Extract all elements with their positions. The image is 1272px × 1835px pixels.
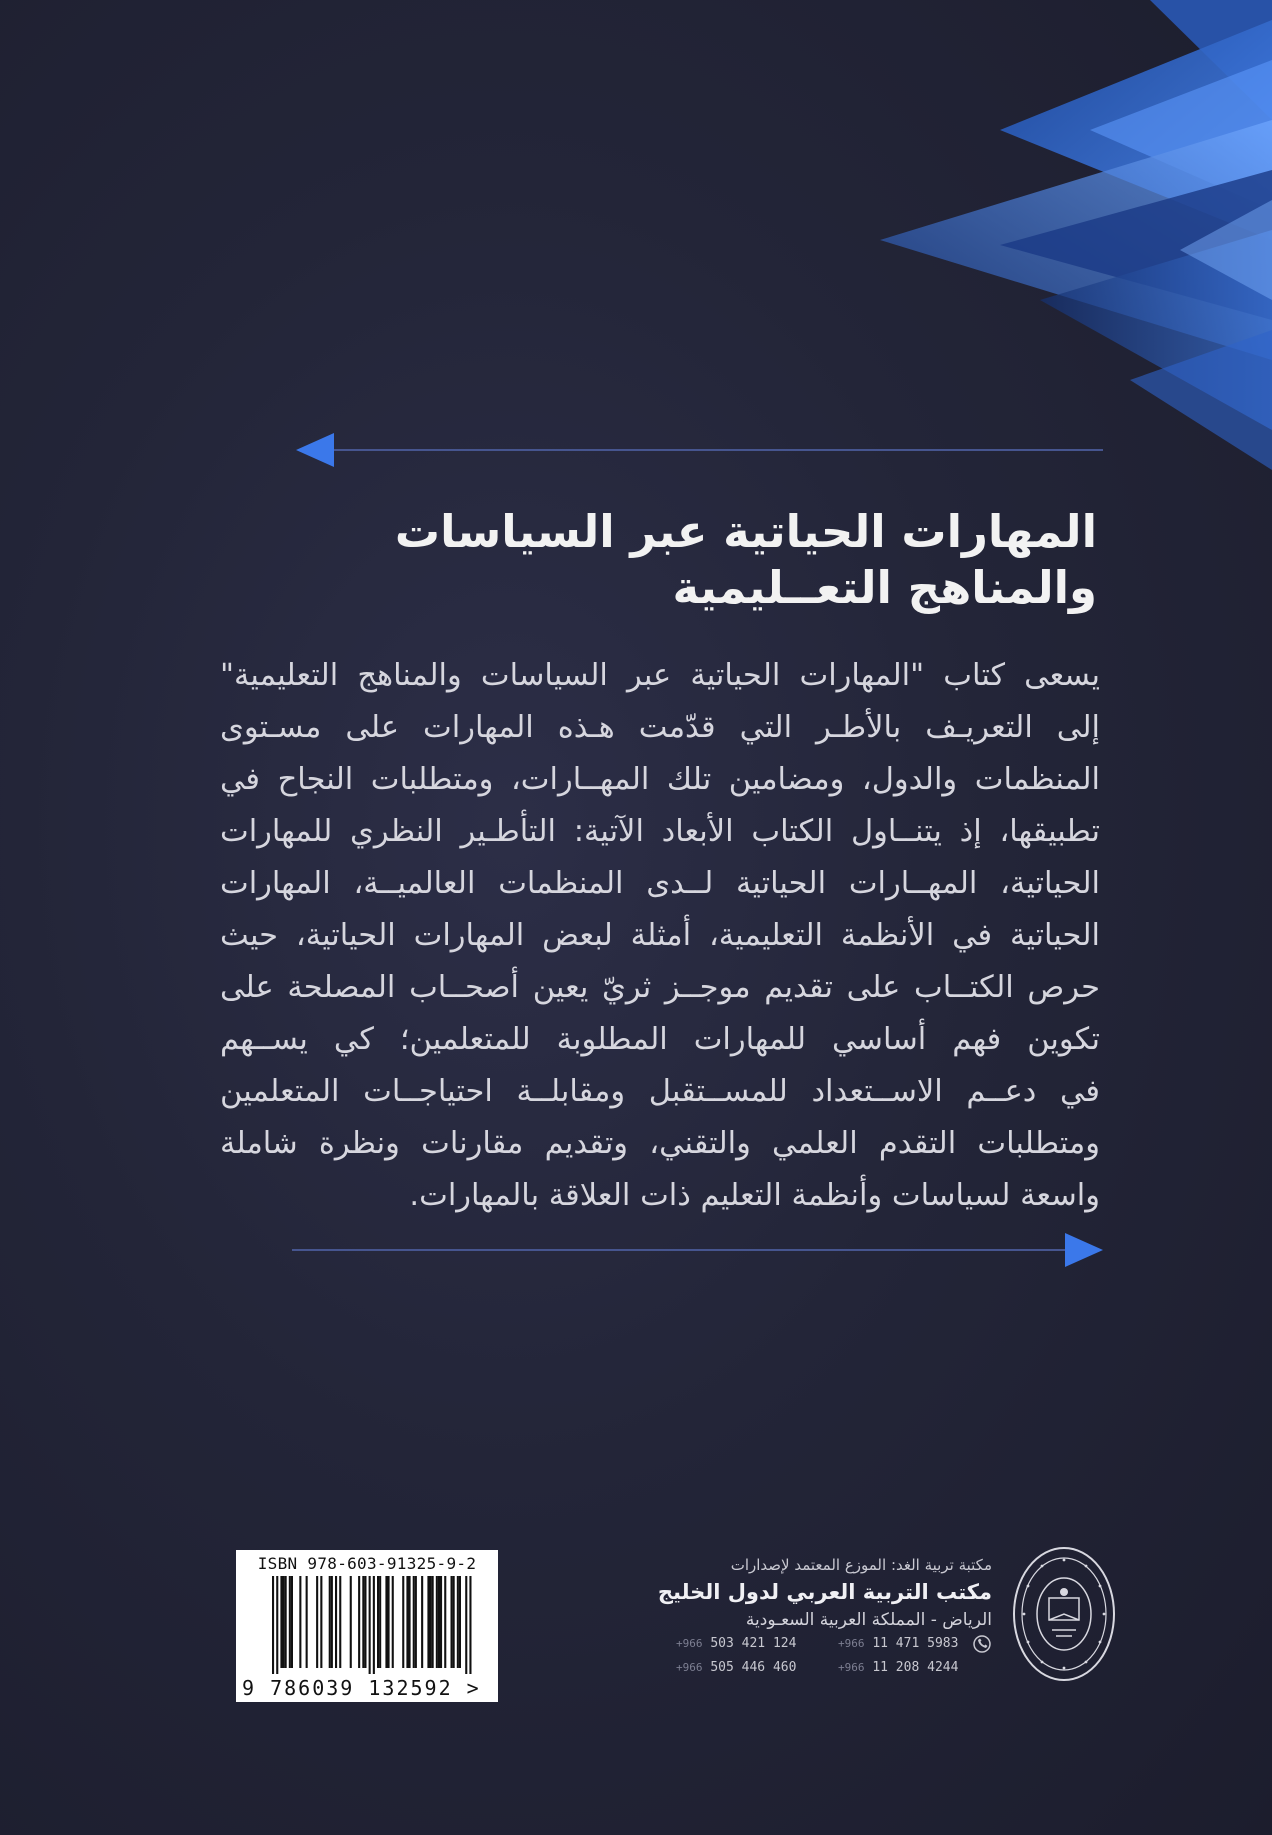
- description-line: واسعة لسياسات وأنظمة التعليم ذات العلاقة بالمهارات.: [409, 1178, 1100, 1213]
- barcode-bar: [440, 1576, 442, 1668]
- barcode-bars: [260, 1576, 474, 1674]
- barcode-bar: [413, 1576, 415, 1668]
- barcode-bar: [320, 1576, 322, 1668]
- phone-number: +966 503 421 124: [676, 1636, 797, 1651]
- barcode-bar: [459, 1576, 461, 1668]
- phone-number: +966 11 208 4244: [838, 1660, 959, 1675]
- barcode-bar: [388, 1576, 390, 1668]
- book-title-line-1: المهارات الحياتية عبر السياسات: [394, 505, 1097, 558]
- barcode-bar: [392, 1576, 394, 1668]
- publisher-location: الرياض - المملكة العربية السعـودية: [745, 1610, 992, 1630]
- description-line: تطبيقها، إذ يتنــاول الكتاب الأبعاد الآتية: التأطـير النظري للمهارات: [220, 814, 1100, 849]
- barcode-bar: [306, 1576, 308, 1668]
- publisher-seal-icon: [1012, 1546, 1116, 1682]
- description-line: تكوين فهم أساسي للمهارات المطلوبة للمتعلمين؛ كي يســهم: [220, 1022, 1100, 1057]
- barcode-bar: [421, 1576, 423, 1668]
- barcode-bar: [415, 1576, 417, 1668]
- description-line: ومتطلبات التقدم العلمي والتقني، وتقديم مقارنات ونظرة شاملة: [220, 1126, 1100, 1161]
- barcode-bar: [436, 1576, 438, 1668]
- description-line: حرص الكتــاب على تقديم موجــز ثريّ يعين أصحــاب المصلحة على: [220, 970, 1100, 1005]
- barcode-bar: [364, 1576, 366, 1668]
- barcode-bar: [280, 1576, 282, 1668]
- barcode-bar: [438, 1576, 440, 1668]
- isbn-barcode: [236, 1550, 498, 1702]
- distributor-note: مكتبة تربية الغد: الموزع المعتمد لإصدارات: [730, 1556, 992, 1574]
- description-line: يسعى كتاب "المهارات الحياتية عبر السياسات والمناهج التعليمية": [220, 658, 1100, 693]
- barcode-bar: [358, 1576, 360, 1668]
- barcode-bar: [379, 1576, 381, 1668]
- phone-number: +966 11 471 5983: [838, 1636, 959, 1651]
- publisher-name: مكتب التربية العربي لدول الخليج: [657, 1580, 992, 1604]
- barcode-bar: [427, 1576, 429, 1668]
- isbn-label: ISBN 978-603-91325-9-2: [257, 1554, 477, 1573]
- barcode-bar: [402, 1576, 404, 1668]
- barcode-bar: [350, 1576, 352, 1668]
- description-line: الحياتية، المهــارات الحياتية لــدى المنظمات العالميــة، المهارات: [220, 866, 1100, 901]
- description-line: الحياتية في الأنظمة التعليمية، أمثلة لبعض المهارات الحياتية، حيث: [220, 918, 1100, 953]
- barcode-bar: [335, 1576, 337, 1668]
- description-line: المنظمات والدول، ومضامين تلك المهــارات، ومتطلبات النجاح في: [220, 762, 1100, 797]
- barcode-bar: [406, 1576, 408, 1668]
- barcode-bar: [373, 1576, 375, 1674]
- barcode-bar: [339, 1576, 341, 1668]
- barcode-bar: [453, 1576, 455, 1668]
- barcode-bar: [362, 1576, 364, 1668]
- barcode-bar: [409, 1576, 411, 1668]
- barcode-bar: [285, 1576, 287, 1668]
- barcode-bar: [465, 1576, 467, 1674]
- barcode-bar: [369, 1576, 371, 1674]
- barcode-bar: [432, 1576, 434, 1668]
- barcode-bar: [457, 1576, 459, 1668]
- barcode-bar: [283, 1576, 285, 1668]
- barcode-bar: [385, 1576, 387, 1668]
- barcode-bar: [430, 1576, 432, 1668]
- book-title-line-2: والمناهج التعــليمية: [672, 561, 1097, 614]
- barcode-bar: [316, 1576, 318, 1668]
- barcode-bar: [272, 1576, 274, 1674]
- barcode-bar: [291, 1576, 293, 1668]
- barcode-bar: [444, 1576, 446, 1668]
- barcode-bar: [329, 1576, 331, 1668]
- barcode-bar: [377, 1576, 379, 1668]
- phone-number: +966 505 446 460: [676, 1660, 797, 1675]
- barcode-bar: [469, 1576, 471, 1674]
- barcode-bar: [299, 1576, 301, 1668]
- barcode-bar: [451, 1576, 453, 1668]
- barcode-number: 9 786039 132592 >: [242, 1676, 481, 1700]
- barcode-bar: [276, 1576, 278, 1674]
- description-line: في دعــم الاســتعداد للمســتقبل ومقابلــة احتياجــات المتعلمين: [220, 1074, 1100, 1109]
- description-line: إلى التعريـف بالأطـر التي قدّمت هـذه المهارات على مسـتوى: [220, 710, 1100, 745]
- barcode-bar: [331, 1576, 333, 1668]
- barcode-bar: [289, 1576, 291, 1668]
